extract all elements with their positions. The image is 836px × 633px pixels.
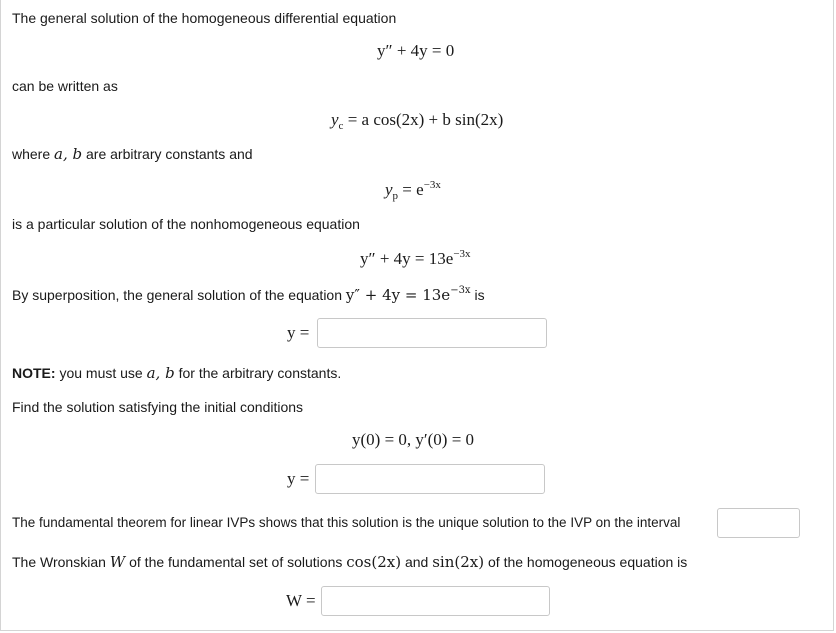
ivp-solution-input[interactable] bbox=[315, 464, 545, 494]
function-sin: sin(2x) bbox=[432, 553, 485, 571]
yp-rhs: = e bbox=[402, 180, 424, 199]
note-constants: a, b bbox=[146, 364, 175, 382]
inline-exponent: −3x bbox=[450, 285, 471, 296]
complementary-solution bbox=[331, 110, 503, 130]
superposition-text bbox=[12, 286, 485, 304]
superposition-prefix: By superposition, the general solution of the equation bbox=[12, 287, 343, 303]
yc-rhs: = a cos(2x) + b sin(2x) bbox=[347, 110, 504, 129]
note-prefix: you must use bbox=[59, 365, 143, 381]
interval-input[interactable] bbox=[717, 508, 800, 538]
wronskian-input[interactable] bbox=[321, 586, 550, 616]
note-text bbox=[12, 364, 341, 382]
yp-label: y bbox=[385, 180, 393, 199]
particular-text: is a particular solution of the nonhomogeneous equation bbox=[12, 216, 360, 232]
general-solution-input[interactable] bbox=[317, 318, 547, 348]
yc-subscript: c bbox=[338, 120, 344, 132]
nonhomogeneous-exponent: −3x bbox=[453, 248, 471, 260]
theorem-text: The fundamental theorem for linear IVPs shows that this solution is the unique solution to the IVP on the interval bbox=[12, 515, 681, 530]
where-text: where bbox=[12, 146, 51, 162]
wronskian-symbol: W bbox=[109, 553, 126, 571]
ivp-prompt: Find the solution satisfying the initial conditions bbox=[12, 399, 304, 415]
arbitrary-constants-text bbox=[12, 145, 253, 163]
initial-conditions: y(0) = 0, y′(0) = 0 bbox=[352, 430, 475, 449]
yc-label: y bbox=[331, 110, 339, 129]
note-label: NOTE: bbox=[12, 365, 56, 381]
note-suffix: for the arbitrary constants. bbox=[178, 365, 342, 381]
nonhomogeneous-lhs: y″ + 4y = 13e bbox=[360, 249, 454, 268]
particular-solution bbox=[385, 180, 441, 200]
wronskian-prefix: The Wronskian bbox=[12, 554, 106, 570]
homogeneous-equation: y″ + 4y = 0 bbox=[377, 41, 455, 60]
arbitrary-suffix: are arbitrary constants and bbox=[86, 146, 253, 162]
answer1-label: y = bbox=[287, 323, 310, 342]
constants-ab: a, b bbox=[54, 145, 83, 163]
wronskian-text bbox=[12, 553, 687, 571]
inline-equation: y″ + 4y = 13e bbox=[345, 286, 451, 304]
wronskian-label: W = bbox=[286, 591, 316, 610]
nonhomogeneous-equation bbox=[360, 249, 471, 269]
can-be-written-text: can be written as bbox=[12, 78, 118, 94]
and-text: and bbox=[404, 554, 429, 570]
yp-exponent: −3x bbox=[423, 179, 441, 191]
function-cos: cos(2x) bbox=[346, 553, 402, 571]
superposition-suffix: is bbox=[474, 287, 485, 303]
answer2-label: y = bbox=[287, 469, 310, 488]
intro-text: The general solution of the homogeneous differential equation bbox=[12, 10, 397, 26]
wronskian-middle: of the fundamental set of solutions bbox=[129, 554, 343, 570]
wronskian-suffix: of the homogeneous equation is bbox=[488, 554, 688, 570]
yp-subscript: p bbox=[392, 190, 399, 202]
